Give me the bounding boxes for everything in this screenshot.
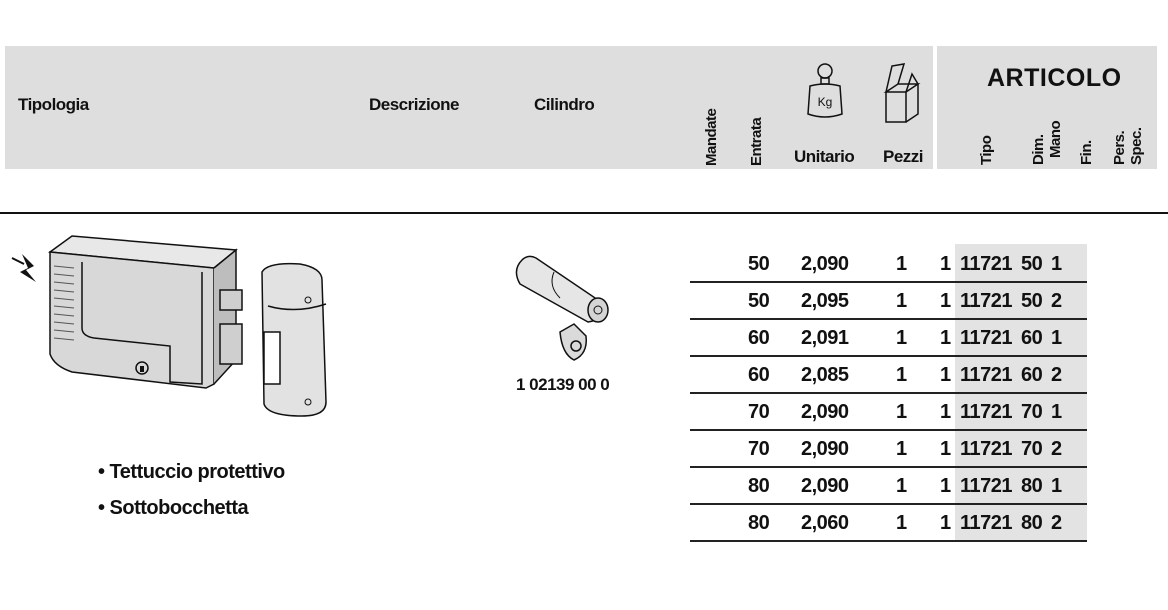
cell-entrata: 60 (748, 327, 770, 349)
header-spec: Spec. (1128, 127, 1145, 165)
cell-unitario: 2,090 (801, 253, 849, 275)
cell-entrata: 70 (748, 438, 770, 460)
row-divider (690, 281, 1087, 283)
cell-dim: 80 (1021, 512, 1043, 534)
table-row (0, 395, 1168, 432)
cylinder-code: 1 02139 00 0 (516, 375, 610, 394)
header-dim: Dim. (1030, 134, 1047, 165)
section-divider (0, 212, 1168, 214)
feature-item: • Sottobocchetta (98, 497, 249, 519)
weight-kg-icon (806, 62, 846, 128)
cell-entrata: 80 (748, 475, 770, 497)
row-divider (690, 503, 1087, 505)
row-divider (690, 540, 1087, 542)
cell-pezzi: 1 (896, 290, 907, 312)
cell-mano: 2 (1051, 290, 1062, 312)
cell-unitario: 2,095 (801, 290, 849, 312)
cell-articolo: 11721 (960, 253, 1013, 275)
table-row (0, 469, 1168, 506)
cell-pezzi: 1 (896, 327, 907, 349)
cell-articolo: 11721 (960, 438, 1013, 460)
header-pezzi: Pezzi (883, 147, 924, 166)
table-row (0, 247, 1168, 284)
cell-unitario: 2,060 (801, 512, 849, 534)
cell-tipo: 1 (940, 438, 951, 460)
cell-articolo: 11721 (960, 364, 1013, 386)
cell-tipo: 1 (940, 327, 951, 349)
cell-dim: 70 (1021, 401, 1043, 423)
cell-tipo: 1 (940, 475, 951, 497)
cell-articolo: 11721 (960, 401, 1013, 423)
cell-tipo: 1 (940, 512, 951, 534)
cell-dim: 70 (1021, 438, 1043, 460)
cell-mano: 1 (1051, 401, 1062, 423)
cell-articolo: 11721 (960, 290, 1013, 312)
cell-unitario: 2,091 (801, 327, 849, 349)
cell-entrata: 50 (748, 253, 770, 275)
box-pieces-icon (882, 60, 924, 126)
row-divider (690, 392, 1087, 394)
cell-pezzi: 1 (896, 512, 907, 534)
header-articolo: ARTICOLO (987, 64, 1122, 92)
cell-articolo: 11721 (960, 327, 1013, 349)
cell-mano: 2 (1051, 364, 1062, 386)
cell-tipo: 1 (940, 401, 951, 423)
cell-mano: 1 (1051, 475, 1062, 497)
cell-unitario: 2,090 (801, 401, 849, 423)
table-row (0, 284, 1168, 321)
cell-unitario: 2,085 (801, 364, 849, 386)
cell-tipo: 1 (940, 290, 951, 312)
header-cilindro: Cilindro (534, 95, 595, 114)
cell-dim: 60 (1021, 364, 1043, 386)
cell-pezzi: 1 (896, 401, 907, 423)
header-entrata: Entrata (748, 117, 765, 166)
cell-dim: 50 (1021, 290, 1043, 312)
cell-dim: 80 (1021, 475, 1043, 497)
header-fin: Fin. (1078, 140, 1095, 165)
header-pers: Pers. (1111, 130, 1128, 165)
table-row (0, 506, 1168, 543)
cell-unitario: 2,090 (801, 438, 849, 460)
cell-mano: 1 (1051, 253, 1062, 275)
table-row (0, 321, 1168, 358)
row-divider (690, 466, 1087, 468)
cell-dim: 50 (1021, 253, 1043, 275)
header-descrizione: Descrizione (369, 95, 459, 114)
cell-articolo: 11721 (960, 475, 1013, 497)
cell-unitario: 2,090 (801, 475, 849, 497)
cell-pezzi: 1 (896, 475, 907, 497)
header-mandate: Mandate (703, 108, 720, 166)
feature-item: • Tettuccio protettivo (98, 461, 285, 483)
header-mano: Mano (1047, 120, 1064, 158)
cell-mano: 1 (1051, 327, 1062, 349)
cell-mano: 2 (1051, 438, 1062, 460)
row-divider (690, 355, 1087, 357)
cell-articolo: 11721 (960, 512, 1013, 534)
table-row (0, 358, 1168, 395)
header-tipo: Tipo (978, 135, 995, 165)
cell-pezzi: 1 (896, 438, 907, 460)
cell-entrata: 80 (748, 512, 770, 534)
cell-tipo: 1 (940, 364, 951, 386)
cell-pezzi: 1 (896, 253, 907, 275)
cell-tipo: 1 (940, 253, 951, 275)
header-tipologia: Tipologia (18, 95, 89, 114)
cell-entrata: 70 (748, 401, 770, 423)
row-divider (690, 429, 1087, 431)
row-divider (690, 318, 1087, 320)
header-unitario: Unitario (794, 147, 855, 166)
cell-entrata: 60 (748, 364, 770, 386)
cell-pezzi: 1 (896, 364, 907, 386)
cell-entrata: 50 (748, 290, 770, 312)
table-row (0, 432, 1168, 469)
cell-dim: 60 (1021, 327, 1043, 349)
kg-icon-label: Kg (817, 95, 833, 109)
cell-mano: 2 (1051, 512, 1062, 534)
